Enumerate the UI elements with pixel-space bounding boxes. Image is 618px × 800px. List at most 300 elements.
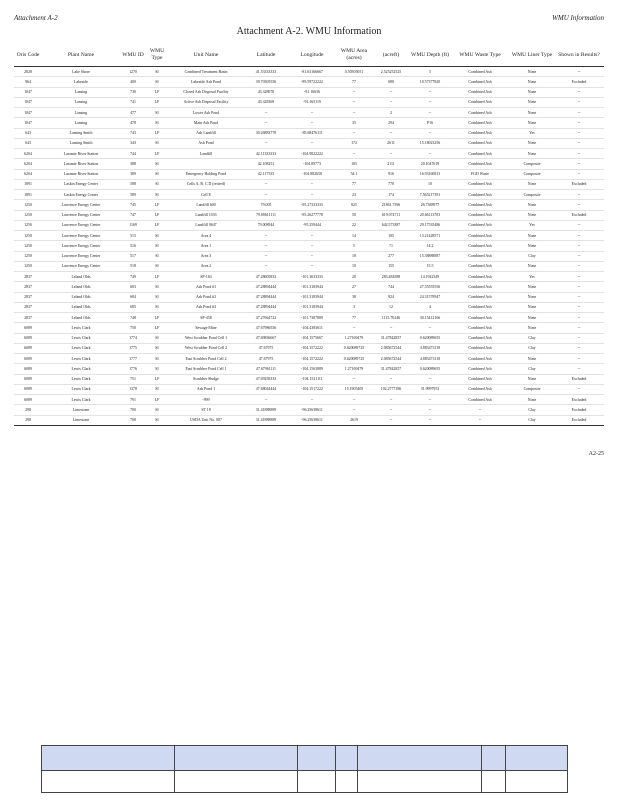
table-cell: Clay [510, 251, 554, 261]
table-row [14, 200, 604, 210]
table-cell: 343 [120, 138, 146, 148]
table-cell: 12 [372, 302, 410, 312]
table-cell: -- [554, 323, 604, 333]
table-row [14, 364, 604, 374]
table-row [14, 210, 604, 220]
table-cell: 4.883473118 [410, 354, 450, 364]
table-cell: SI [146, 405, 168, 415]
table-cell: 35 [336, 118, 372, 128]
table-cell: None [510, 231, 554, 241]
table-cell: 0.620089725 [336, 343, 372, 353]
table-cell: Scrubber Sludge [168, 374, 244, 384]
table-cell: Excluded [554, 77, 604, 87]
table-cell: 751 [120, 374, 146, 384]
col-header-area: WMU Area (acres) [336, 44, 372, 67]
table-cell: 1891 [14, 179, 42, 189]
table-cell: 27.55555556 [410, 282, 450, 292]
table-cell: P16 [410, 118, 450, 128]
col-header-type: WMU Type [146, 44, 168, 67]
table-cell: USDA Unit No. 007 [168, 415, 244, 425]
table-cell: Clay [510, 415, 554, 425]
table-row [14, 272, 604, 282]
table-cell: 31.41888889 [244, 405, 288, 415]
table-cell: -- [244, 179, 288, 189]
table-cell: 79.00611111 [244, 210, 288, 220]
table-cell: None [510, 292, 554, 302]
table-cell: None [510, 313, 554, 323]
table-cell: East Scrubber Pond Cell 2 [168, 354, 244, 364]
table-cell: 22 [336, 220, 372, 230]
table-row [14, 138, 604, 148]
table-cell: -- [244, 241, 288, 251]
table-cell: Lawrence Energy Center [42, 241, 120, 251]
table-cell: Limestone [42, 405, 120, 415]
table-row [14, 292, 604, 302]
table-cell: 20 [336, 272, 372, 282]
table-cell: -101.3183944 [288, 282, 336, 292]
table-cell: Laramie River Station [42, 149, 120, 159]
table-cell: -- [372, 374, 410, 384]
table-cell: -91.16636 [288, 87, 336, 97]
table-cell: 400 [120, 77, 146, 87]
table-cell: 1250 [14, 261, 42, 271]
table-cell: -- [372, 97, 410, 107]
table-cell: Excluded [554, 179, 604, 189]
table-cell: 478 [120, 118, 146, 128]
table-row [14, 302, 604, 312]
table-cell: Leland Olds [42, 282, 120, 292]
table-cell: -- [554, 97, 604, 107]
table-cell: Lakeside [42, 77, 120, 87]
table-cell: -- [288, 179, 336, 189]
table-cell: 16.93160813 [410, 169, 450, 179]
table-cell: -- [410, 149, 450, 159]
col-header-volume: (acreft) [372, 44, 410, 67]
footer-header-row [42, 746, 568, 771]
table-cell: SI [146, 364, 168, 374]
table-cell: Lansing Smith [42, 138, 120, 148]
table-cell: 685 [120, 302, 146, 312]
table-cell: Lewis Clark [42, 354, 120, 364]
table-cell: 1774 [120, 333, 146, 343]
table-cell: 588 [120, 179, 146, 189]
table-cell: Combined Ash [450, 149, 510, 159]
footer-cell [175, 746, 298, 771]
table-cell: -- [410, 374, 450, 384]
table-cell: 50 [336, 210, 372, 220]
table-cell: -- [554, 302, 604, 312]
table-cell: 0.620089655 [410, 333, 450, 343]
table-cell: 47.28894444 [244, 292, 288, 302]
table-row [14, 87, 604, 97]
table-row [14, 374, 604, 384]
table-cell: -- [288, 108, 336, 118]
table-cell: 2.525252525 [372, 67, 410, 77]
table-cell: 2 [372, 108, 410, 118]
table-cell: 7.565217391 [410, 190, 450, 200]
table-cell: Cells A, B, C D (retired) [168, 179, 244, 189]
table-cell: None [510, 138, 554, 148]
table-cell: 825 [336, 200, 372, 210]
table-cell: SI [146, 77, 168, 87]
table-cell: -- [288, 251, 336, 261]
table-cell: SI [146, 333, 168, 343]
table-row [14, 405, 604, 415]
table-cell: Lake Shore [42, 67, 120, 77]
table-cell: Combined Ash [450, 200, 510, 210]
table-cell: Lewis Clark [42, 343, 120, 353]
table-cell: 3 [336, 302, 372, 312]
table-cell: LF [146, 323, 168, 333]
table-cell: SI [146, 159, 168, 169]
table-cell: None [510, 108, 554, 118]
table-cell: 31.9997953 [410, 384, 450, 394]
table-cell: 924 [372, 292, 410, 302]
table-cell: Lawrence Energy Center [42, 261, 120, 271]
table-cell: 743 [120, 128, 146, 138]
table-cell: LF [146, 395, 168, 405]
table-cell: -- [554, 272, 604, 282]
table-cell: 30.15412166 [410, 313, 450, 323]
table-cell: 748 [120, 313, 146, 323]
table-cell: -95.26277778 [288, 210, 336, 220]
table-cell: 24.31578947 [410, 292, 450, 302]
table-cell: 79.005 [244, 200, 288, 210]
table-cell: -85.68476111 [288, 128, 336, 138]
table-cell: SI [146, 108, 168, 118]
table-cell: Laramie River Station [42, 169, 120, 179]
table-cell: 42.117535 [244, 169, 288, 179]
table-header-row [14, 44, 604, 67]
table-cell: 79.008944 [244, 220, 288, 230]
table-cell: Composite [510, 159, 554, 169]
table-cell: 294 [372, 118, 410, 128]
table-cell: ST 18 [168, 405, 244, 415]
table-cell: 20.66113703 [410, 210, 450, 220]
table-cell: Lawrence Energy Center [42, 210, 120, 220]
table-cell: SI [146, 292, 168, 302]
col-header-plant: Plant Name [42, 44, 120, 67]
table-cell: 2837 [14, 292, 42, 302]
table-cell: -- [244, 251, 288, 261]
table-cell: Combined Ash [450, 374, 510, 384]
table-cell: None [510, 395, 554, 405]
table-cell: Combined Ash [450, 313, 510, 323]
table-cell: -- [244, 138, 288, 148]
table-cell: -- [554, 292, 604, 302]
table-cell: 13.21428571 [410, 231, 450, 241]
table-cell: 750 [120, 323, 146, 333]
col-header-unit: Unit Name [168, 44, 244, 67]
table-cell: 1250 [14, 220, 42, 230]
table-cell: 174 [372, 190, 410, 200]
table-cell: Excluded [554, 395, 604, 405]
col-header-waste: WMU Waste Type [450, 44, 510, 67]
table-cell: Combined Ash [450, 364, 510, 374]
table-cell: 14.1942349 [410, 272, 450, 282]
table-cell: Lewis Clark [42, 395, 120, 405]
table-cell: 6089 [14, 343, 42, 353]
table-cell: 27 [336, 282, 372, 292]
table-cell: -- [336, 87, 372, 97]
table-row [14, 333, 604, 343]
table-cell: 2611 [372, 138, 410, 148]
table-cell: 747 [120, 210, 146, 220]
table-cell: 47.67961111 [244, 364, 288, 374]
table-row [14, 67, 604, 77]
table-cell: 730 [120, 87, 146, 97]
table-cell: Lewis Clark [42, 323, 120, 333]
header-attachment-label: Attachment A-2 [14, 14, 58, 22]
col-header-depth: WMU Depth (ft) [410, 44, 450, 67]
table-cell: Lawrence Energy Center [42, 220, 120, 230]
table-cell: 643 [14, 138, 42, 148]
table-cell: Yes [510, 272, 554, 282]
table-cell: Lansing [42, 118, 120, 128]
table-cell: Excluded [554, 415, 604, 425]
table-cell: FGD Waste [450, 169, 510, 179]
table-cell: 31.47842857 [372, 364, 410, 374]
table-cell: 10.57377820 [410, 77, 450, 87]
table-cell: -- [288, 261, 336, 271]
table-cell: 298 [14, 415, 42, 425]
table-cell: -101.3633333 [288, 272, 336, 282]
table-cell: -- [244, 118, 288, 128]
table-cell: 2837 [14, 272, 42, 282]
table-cell: -104.1563889 [288, 364, 336, 374]
table-cell: Combined Ash [450, 190, 510, 200]
table-cell: -91.165119 [288, 97, 336, 107]
table-cell: 1047 [14, 87, 42, 97]
table-cell: Lewis Clark [42, 374, 120, 384]
table-cell: Combined Ash [450, 179, 510, 189]
table-cell: -96.25638611 [288, 405, 336, 415]
table-row [14, 251, 604, 261]
table-cell: 2828 [14, 67, 42, 77]
table-cell: 298 [14, 405, 42, 415]
table-cell: LF [146, 272, 168, 282]
table-cell: SI [146, 354, 168, 364]
table-cell: 1047 [14, 118, 42, 128]
footer-cell [298, 746, 336, 771]
table-cell: Combined Ash [450, 231, 510, 241]
table-cell: 42.108251 [244, 159, 288, 169]
table-cell: Excluded [554, 210, 604, 220]
table-cell: 0.620089655 [410, 364, 450, 374]
table-cell: SI [146, 343, 168, 353]
footer-cell [358, 771, 482, 793]
table-cell: None [510, 282, 554, 292]
table-cell: 5 [336, 241, 372, 251]
table-cell: 744 [120, 149, 146, 159]
table-cell: Composite [510, 169, 554, 179]
table-cell: 1776 [120, 364, 146, 374]
table-cell: None [510, 302, 554, 312]
table-cell: Ash Pond #3 [168, 302, 244, 312]
header-section-label: WMU Information [552, 14, 604, 22]
table-cell: 515 [120, 231, 146, 241]
table-cell: Combined Ash [450, 118, 510, 128]
table-cell: Clay [510, 343, 554, 353]
table-cell: 964 [14, 77, 42, 87]
table-cell: 6089 [14, 395, 42, 405]
table-cell: -96.25638611 [288, 415, 336, 425]
table-cell: -- [554, 384, 604, 394]
table-cell: None [510, 179, 554, 189]
table-cell: 15.18023256 [410, 138, 450, 148]
table-cell: 1047 [14, 108, 42, 118]
table-cell: -- [336, 97, 372, 107]
table-cell: Combined Ash [450, 384, 510, 394]
table-cell: 54.1 [336, 169, 372, 179]
table-cell: SI [146, 241, 168, 251]
table-cell: Lawrence Energy Center [42, 231, 120, 241]
table-cell: -104.1572222 [288, 343, 336, 353]
table-cell: -- [244, 108, 288, 118]
table-cell: -- [410, 128, 450, 138]
table-cell: 0.620089725 [336, 354, 372, 364]
table-cell: Ash Pond #2 [168, 292, 244, 302]
table-cell: -- [336, 128, 372, 138]
table-cell: -- [554, 220, 604, 230]
table-cell: 619.074711 [372, 210, 410, 220]
table-cell: Emergency Holding Pond [168, 169, 244, 179]
footer-cell [482, 746, 506, 771]
table-cell: 15.5 [410, 261, 450, 271]
table-cell: -- [372, 415, 410, 425]
table-cell: 589 [120, 190, 146, 200]
table-cell: Landfill 0647 [168, 220, 244, 230]
table-cell: Combined Ash [450, 220, 510, 230]
table-cell: 684 [120, 292, 146, 302]
table-cell: Lawrence Energy Center [42, 251, 120, 261]
table-row [14, 384, 604, 394]
table-cell: 6204 [14, 149, 42, 159]
table-cell: Lewis Clark [42, 384, 120, 394]
table-cell: -104.1521111 [288, 374, 336, 384]
table-cell: -- [554, 169, 604, 179]
table-cell: SI [146, 282, 168, 292]
table-cell: Closed Ash Disposal Facility [168, 87, 244, 97]
table-cell: 47.27664722 [244, 313, 288, 323]
table-cell: -95.27333333 [288, 200, 336, 210]
table-cell: -- [554, 159, 604, 169]
table-cell: 47.67975 [244, 354, 288, 364]
table-cell: SI [146, 415, 168, 425]
table-cell: None [510, 87, 554, 97]
table-cell: 518 [120, 261, 146, 271]
table-cell: None [510, 118, 554, 128]
table-cell: Combined Ash [450, 67, 510, 77]
table-cell: LF [146, 97, 168, 107]
table-cell: -104.882658 [288, 169, 336, 179]
table-cell: 6089 [14, 364, 42, 374]
table-cell: -- [336, 374, 372, 384]
table-cell: 749 [120, 272, 146, 282]
table-cell: 2837 [14, 313, 42, 323]
table-cell: 6089 [14, 333, 42, 343]
table-cell: 6089 [14, 323, 42, 333]
table-cell: Combined Ash [450, 159, 510, 169]
table-cell: 1378 [120, 384, 146, 394]
table-cell: -- [554, 313, 604, 323]
col-header-oris: Oris Code [14, 44, 42, 67]
table-row [14, 97, 604, 107]
table-cell: SP-163 [168, 272, 244, 282]
table-cell: 30.26883778 [244, 128, 288, 138]
table-cell: -- [450, 415, 510, 425]
table-cell: -- [554, 251, 604, 261]
table-cell: SI [146, 138, 168, 148]
footer-cell [42, 746, 175, 771]
table-cell: 18 [336, 251, 372, 261]
table-cell: 1250 [14, 200, 42, 210]
table-cell: 31.41888889 [244, 415, 288, 425]
table-cell: Combined Ash [450, 128, 510, 138]
table-cell: 23 [336, 190, 372, 200]
table-cell: -- [336, 395, 372, 405]
table-row [14, 354, 604, 364]
table-cell: 2.085672544 [372, 343, 410, 353]
table-cell: Excluded [554, 405, 604, 415]
table-cell: -- [450, 405, 510, 415]
table-row [14, 261, 604, 271]
table-row [14, 118, 604, 128]
table-cell: -- [372, 323, 410, 333]
table-cell: Area 3 [168, 251, 244, 261]
table-cell: Cell E [168, 190, 244, 200]
table-cell: LF [146, 200, 168, 210]
table-cell: Combined Ash [450, 395, 510, 405]
page-title: Attachment A-2. WMU Information [236, 26, 382, 37]
table-cell: 1250 [14, 241, 42, 251]
table-cell: Lansing [42, 108, 120, 118]
table-cell: None [510, 323, 554, 333]
table-cell: Combined Ash [450, 97, 510, 107]
table-cell: 1775 [120, 343, 146, 353]
table-cell: Lansing [42, 87, 120, 97]
table-cell: None [510, 97, 554, 107]
table-cell: SI [146, 118, 168, 128]
table-cell: 516 [120, 241, 146, 251]
table-row [14, 395, 604, 405]
table-cell: SI [146, 190, 168, 200]
table-cell: SI [146, 251, 168, 261]
table-row [14, 108, 604, 118]
table-cell: -101.3183944 [288, 302, 336, 312]
table-cell: Combined Ash [450, 302, 510, 312]
table-row [14, 77, 604, 87]
table-cell: 47.69258333 [244, 374, 288, 384]
table-cell: Area 4 [168, 231, 244, 241]
col-header-id: WMU ID [120, 44, 146, 67]
table-cell: 6204 [14, 159, 42, 169]
table-cell: None [510, 241, 554, 251]
table-cell: -- [554, 118, 604, 128]
table-cell: 20.1047619 [410, 159, 450, 169]
table-cell: East Scrubber Pond Cell 1 [168, 364, 244, 374]
table-cell: 29.17535486 [410, 220, 450, 230]
table-cell: LF [146, 210, 168, 220]
table-cell: LF [146, 128, 168, 138]
table-cell: -104.89773 [288, 159, 336, 169]
table-cell: 4 [410, 302, 450, 312]
table-cell: 1250 [14, 210, 42, 220]
table-cell: Lawrence Energy Center [42, 200, 120, 210]
table-cell: LF [146, 313, 168, 323]
table-cell: -- [372, 395, 410, 405]
table-cell: -- [336, 323, 372, 333]
